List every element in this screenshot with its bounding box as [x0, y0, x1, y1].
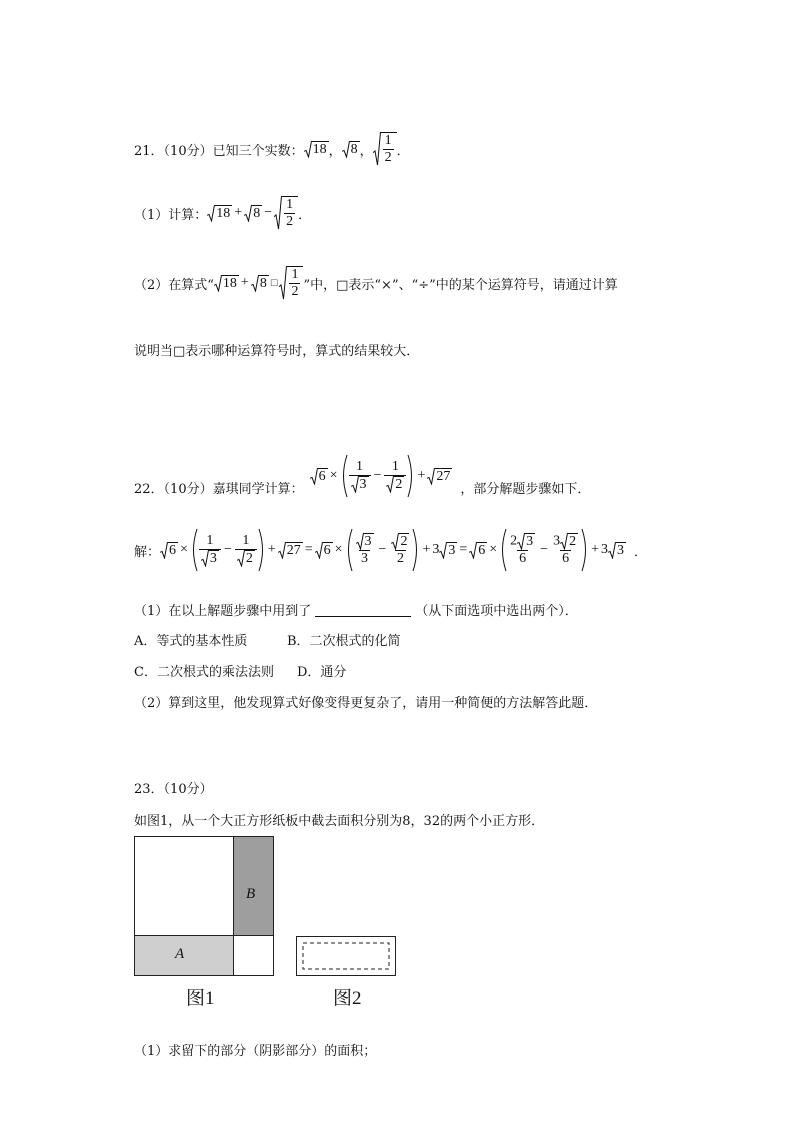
- numerator: 1: [242, 533, 250, 548]
- radical-half: [373, 132, 397, 166]
- radicand: 18: [216, 205, 231, 221]
- numerator: 1: [206, 533, 214, 548]
- radical-18: [207, 205, 232, 222]
- plus-sign: +: [422, 542, 431, 557]
- radicand: 8: [253, 205, 261, 221]
- q23-title: 23．（10分）: [134, 782, 213, 797]
- q23-description: 如图1，从一个大正方形纸板中截去面积分别为8，32的两个小正方形．: [134, 814, 545, 829]
- radicand: 2: [245, 551, 253, 566]
- radicand: 3: [359, 477, 367, 492]
- equals-sign: =: [304, 542, 313, 557]
- q21-part1-prefix: （1）计算：: [134, 207, 208, 223]
- plus-sign: +: [591, 542, 599, 557]
- coefficient: 2: [510, 533, 518, 549]
- plus-sign: +: [267, 542, 276, 557]
- radicand: 27: [436, 468, 451, 484]
- plus-sign: +: [417, 468, 426, 483]
- fraction-sqrt2-2: [389, 533, 411, 567]
- plus-sign: +: [234, 205, 243, 220]
- radicand: 6: [318, 468, 326, 484]
- numerator: 1: [356, 459, 363, 474]
- equals-sign: =: [459, 542, 468, 557]
- left-paren: [499, 528, 507, 572]
- q22-intro-end: ，部分解题步骤如下．: [460, 481, 591, 497]
- radical-8: [244, 205, 262, 222]
- times-sign: ×: [180, 542, 188, 557]
- radicand: 2: [569, 534, 577, 549]
- q21-part2-prefix: （2）在算式“: [134, 277, 214, 293]
- dashed-fold-lines: [296, 936, 396, 976]
- radical-27: [278, 542, 303, 559]
- left-paren: [345, 528, 353, 572]
- q22-intro-text: 22．（10分）嘉琪同学计算：: [134, 481, 304, 497]
- option-d: D．通分: [297, 665, 347, 680]
- radical-6: [160, 542, 178, 559]
- right-paren: [258, 528, 266, 572]
- plus-sign: +: [240, 275, 249, 290]
- radical-18: [214, 275, 239, 292]
- fraction-1-sqrt2: [235, 533, 257, 567]
- q21-part2-line2: 说明当□表示哪种运算符号时，算式的结果较大．: [134, 344, 420, 359]
- answer-blank[interactable]: [315, 602, 411, 617]
- right-paren: [581, 528, 589, 572]
- q22-part1-end: （从下面选项中选出两个）．: [415, 604, 578, 619]
- radicand: 8: [350, 141, 358, 157]
- coefficient: 3: [432, 542, 440, 557]
- radical-3: [439, 542, 457, 559]
- radical-8: [342, 141, 360, 158]
- radicand: 18: [312, 141, 327, 157]
- radical-3: [608, 542, 626, 559]
- q21-part1: [134, 196, 311, 230]
- radicand: 6: [323, 542, 331, 558]
- radical-half: [274, 196, 298, 230]
- period: ．: [298, 207, 312, 223]
- period: ．: [633, 544, 647, 560]
- numerator: 1: [391, 459, 399, 474]
- radicand: 3: [209, 551, 217, 566]
- q21-part2: [134, 266, 618, 300]
- radicand: 6: [478, 542, 486, 558]
- radicand: 6: [169, 542, 177, 558]
- option-c: C．二次根式的乘法法则: [134, 665, 274, 680]
- separator: ，: [359, 143, 373, 159]
- q22-part1: [134, 600, 578, 619]
- minus-sign: −: [540, 542, 549, 557]
- radicand: 18: [222, 275, 237, 291]
- times-sign: ×: [329, 468, 338, 483]
- radical-8: [251, 275, 269, 292]
- radicand: 8: [259, 275, 267, 291]
- radicand: 2: [400, 534, 408, 549]
- q22-part1-text: （1）在以上解题步骤中用到了: [134, 604, 312, 619]
- fraction-sqrt3-3: [354, 533, 376, 567]
- numerator: 1: [384, 133, 392, 148]
- left-paren: [190, 528, 198, 572]
- times-sign: ×: [334, 542, 343, 557]
- denominator: 2: [291, 284, 299, 299]
- radicand: 2: [395, 477, 403, 492]
- radicand: 3: [526, 534, 534, 549]
- left-paren: [340, 454, 348, 498]
- option-b: B．二次根式的化简: [287, 634, 401, 649]
- fraction-1-sqrt2: [384, 459, 406, 493]
- minus-sign: −: [264, 205, 273, 220]
- denominator: 2: [286, 214, 294, 229]
- figure-2-caption: 图2: [333, 988, 362, 1009]
- radical-27: [427, 468, 452, 485]
- radical-18: [304, 141, 329, 158]
- option-a: A．等式的基本性质: [134, 634, 248, 649]
- numerator: 1: [286, 197, 294, 212]
- label-a: A: [175, 946, 185, 962]
- radical-6: [469, 542, 487, 559]
- radicand: 27: [286, 542, 301, 558]
- denominator: 2: [396, 551, 404, 566]
- radicand: 3: [364, 534, 372, 549]
- minus-sign: −: [378, 542, 387, 557]
- q22-expression: [310, 454, 453, 498]
- right-paren: [407, 454, 415, 498]
- minus-sign: −: [373, 468, 382, 483]
- fraction-1-sqrt3: [199, 533, 221, 567]
- solution-label: 解：: [134, 544, 161, 560]
- minus-sign: −: [223, 542, 232, 557]
- fraction-1-sqrt3: [349, 459, 371, 493]
- fraction-2sqrt3-6: [508, 533, 537, 567]
- q21-heading: [134, 132, 410, 166]
- denominator: 6: [562, 551, 570, 566]
- radicand: 3: [616, 542, 624, 558]
- q21-part2-mid: ”中，□表示“×”、“÷”中的某个运算符号，请通过计算: [303, 277, 618, 293]
- period: ．: [396, 143, 410, 159]
- separator: ，: [328, 143, 342, 159]
- denominator: 6: [519, 551, 527, 566]
- figure-1-caption: 图1: [186, 988, 215, 1009]
- q22-heading: [134, 454, 590, 498]
- coefficient: 3: [553, 533, 561, 549]
- radicand: 3: [448, 542, 456, 558]
- q22-part2: （2）算到这里，他发现算式好像变得更复杂了，请用一种简便的方法解答此题．: [134, 696, 598, 711]
- numerator: 1: [291, 267, 299, 282]
- radical-6: [315, 542, 333, 559]
- denominator: 2: [384, 150, 392, 165]
- denominator: 3: [361, 551, 369, 566]
- right-paren: [412, 528, 420, 572]
- q22-solution: [134, 528, 647, 572]
- q21-intro-text: 21．（10分）已知三个实数：: [134, 143, 304, 159]
- coefficient: 3: [600, 542, 608, 557]
- times-sign: ×: [489, 542, 498, 557]
- q23-part1: （1）求留下的部分（阴影部分）的面积；: [134, 1044, 377, 1059]
- radical-6: [310, 468, 328, 485]
- label-b: B: [246, 886, 256, 902]
- radical-half: [279, 266, 303, 300]
- operator-box: □: [270, 277, 278, 289]
- fraction-3sqrt2-6: [551, 533, 580, 567]
